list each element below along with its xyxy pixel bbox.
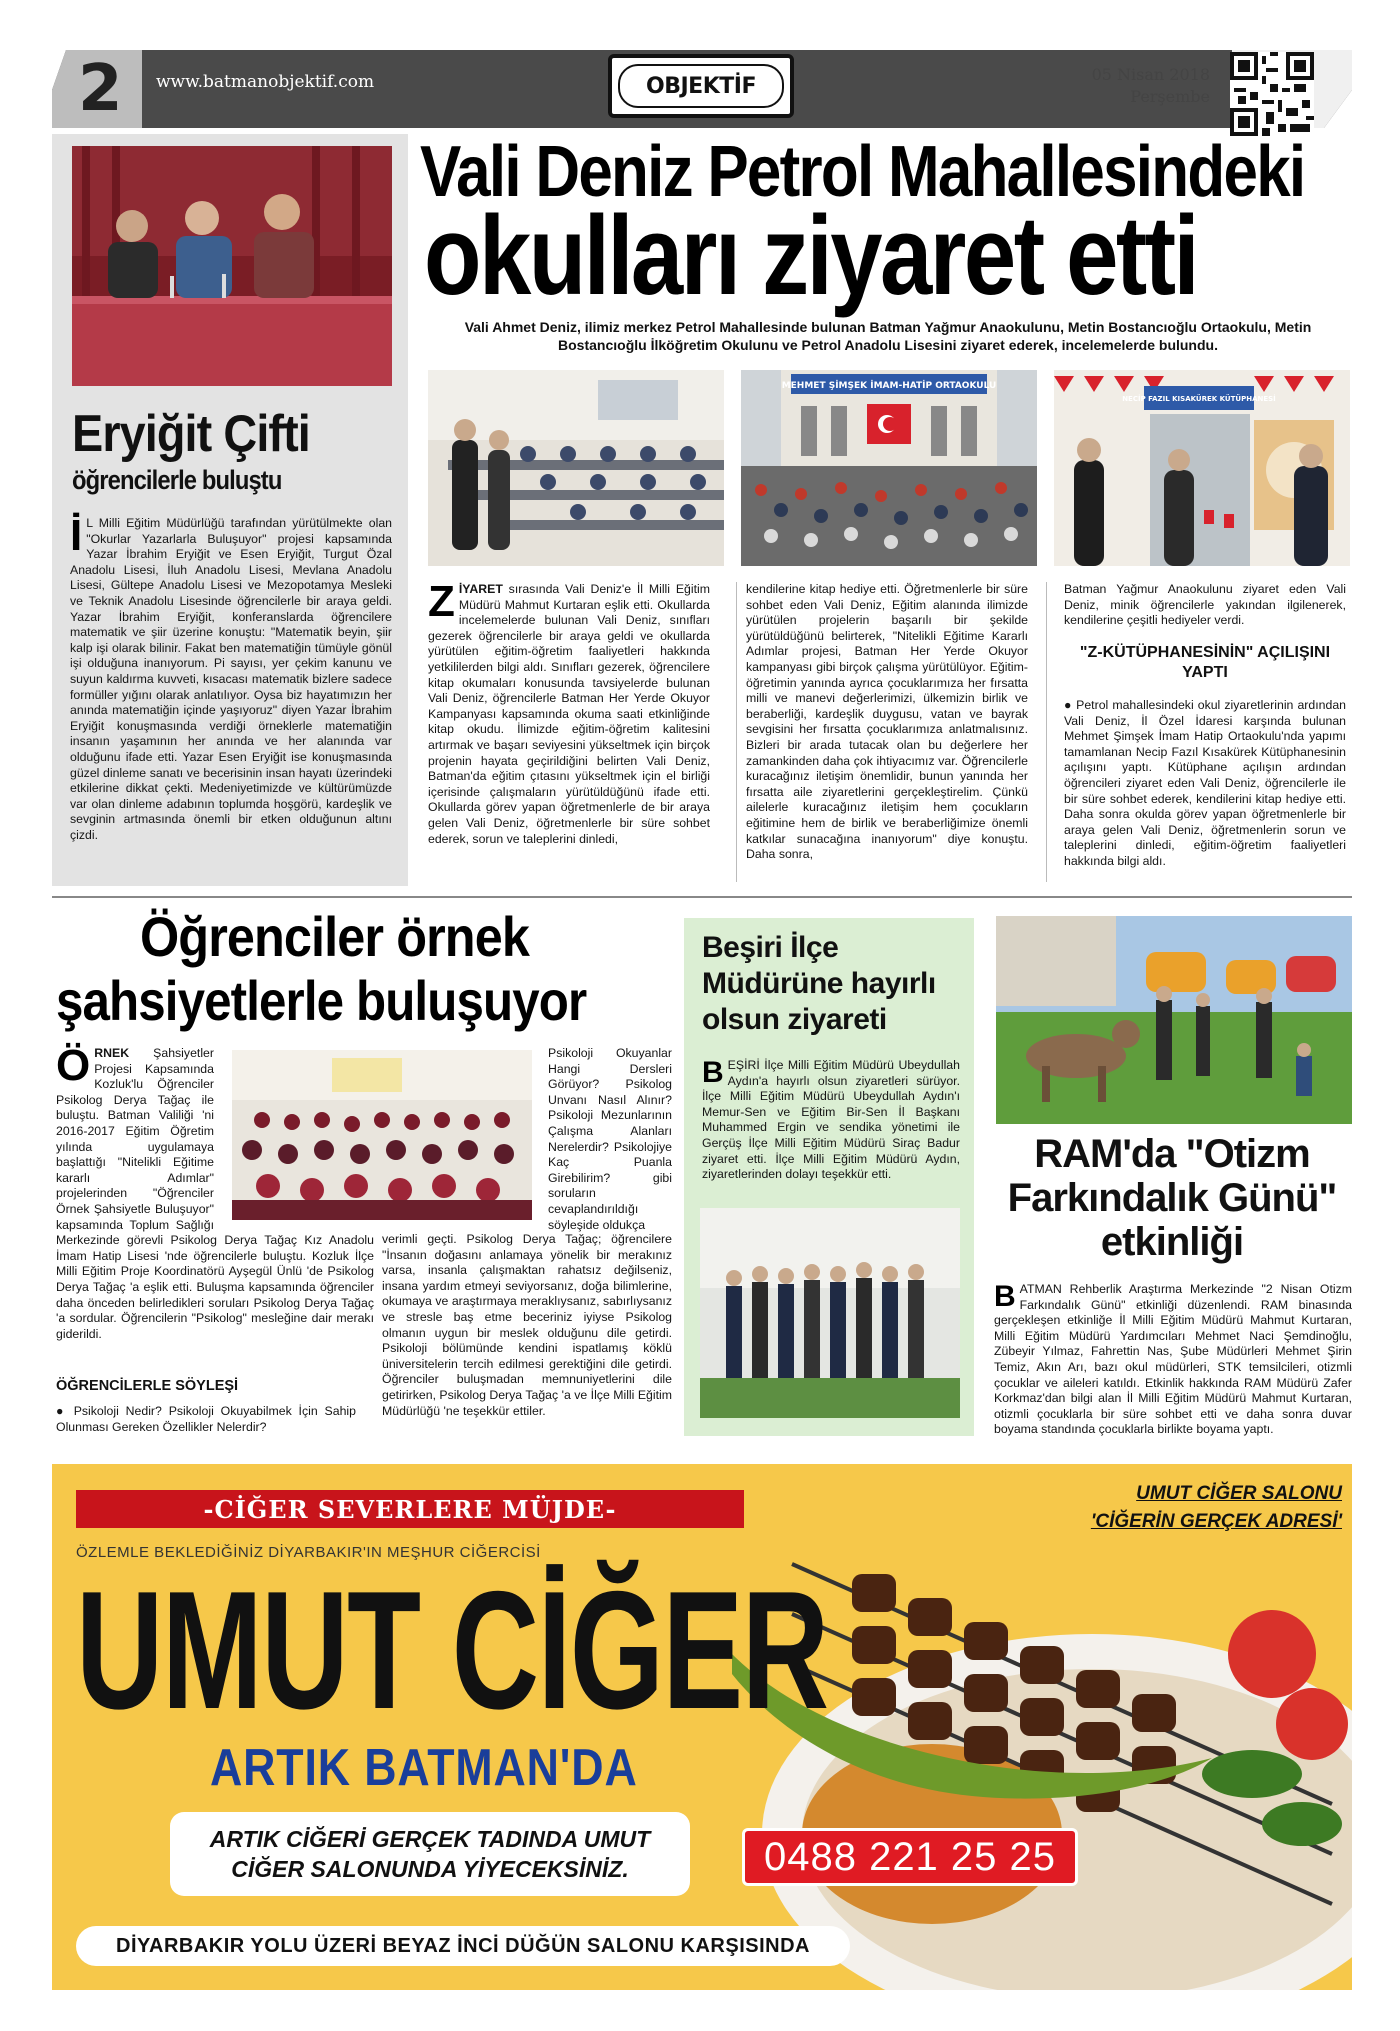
besiri-title-line2: Müdürüne hayırlı: [702, 967, 936, 1000]
section-divider: [52, 896, 1352, 898]
ornek-article-right: Psikoloji Okuyanlar Hangi Dersleri Görüyor? Psikolog Unvanı Nasıl Alınır? Psikoloji Mezunlarının Çalışma Alanları Nerelerdir? Psikolojiye Kaç Puanla Girebilirim? gibi soruların cevaplandırıldığı söyleşide oldukça: [548, 1046, 672, 1232]
besiri-text: EŞİRİ İlçe Milli Eğitim Müdürü Ubeydullah Aydın'a hayırlı olsun ziyaretleri sürüyor. İlçe Milli Eğitim Müdürü Ubeydullah Aydın'ı Memur-Sen ve Eğitim Bir-Sen İl Başkanı Muhammed Ergin ve sendika yönetimi ile Gerçüş İlçe Milli Eğitim Müdürü Siraç Badur ziyaret etti. İlçe Milli Eğitim Müdürü Aydın, ziyaretlerinden dolayı teşekkür etti.: [702, 1058, 960, 1182]
logo-text: OBJEKTİF: [646, 73, 756, 99]
dropcap: B: [994, 1280, 1016, 1313]
ad-address: DİYARBAKIR YOLU ÜZERİ BEYAZ İNCİ DÜĞÜN SALONU KARŞISINDA: [76, 1926, 850, 1966]
lead-word: İYARET: [458, 582, 503, 596]
main-headline-line1: Vali Deniz Petrol Mahallesindeki: [420, 132, 1305, 212]
newspaper-logo: [608, 54, 794, 118]
weekday-text: Perşembe: [1130, 87, 1210, 106]
main-article-column-3: Batman Yağmur Anaokulunu ziyaret eden Vali Deniz, minik öğrencilerle yakından ilgilenerek, kendilerine çeşitli hediyeler verdi.: [1064, 582, 1346, 628]
left-article-body: [70, 511, 392, 843]
ornek-subhead: ÖĞRENCİLERLE SÖYLEŞİ: [56, 1378, 239, 1394]
school-ceremony-photo: [741, 370, 1037, 566]
column-divider: [1046, 582, 1047, 882]
besiri-title-line1: Beşiri İlçe: [702, 931, 839, 964]
ornek-headline-line2: şahsiyetlerle buluşuyor: [56, 969, 587, 1032]
ram-title-line2: Farkındalık Günü": [1007, 1176, 1337, 1220]
ram-title: [992, 1132, 1352, 1264]
page-number: 2: [78, 52, 123, 126]
qr-code-icon[interactable]: [1230, 52, 1314, 136]
ram-text: ATMAN Rehberlik Araştırma Merkezinde "2 Nisan Otizm Farkındalık Günü" etkinliği düzenlendi. RAM binasında gerçekleşen etkinliğe İl Milli Eğitim Müdürü Mahmut Kurtaran, Milli Eğitim Müdürü Yardımcıları Mehmet Naci Şemdinoğlu, Zübeyir Yılmaz, Fahrettin Nas, Şube Müdürleri Mehmet Şirin Temiz, Akın Arı, bazı okul müdürleri, STK temsilcileri, otizmli çocuklar ve aileleri katıldı. Etkinlik hakkında RAM Müdürü Zafer Korkmaz'dan bilgi alan İl Milli Eğitim Müdürü Mahmut Kurtaran, otizmli çocuklarla bir süre sohbet etti ve daha sonra duvar boyama standında çocuklarla birlikte boyama yaptı.: [994, 1282, 1352, 1437]
besiri-title-line3: olsun ziyareti: [702, 1003, 887, 1036]
date-text: 05 Nisan 2018: [1091, 65, 1210, 84]
main-article-column-1: [428, 577, 710, 847]
besiri-body: [702, 1058, 960, 1183]
ornek-left-text: Şahsiyetler Projesi Kapsamında Kozluk'lu Öğrenciler Psikolog Derya Tağaç ile buluştu. Batman Valiliği 'ni 2016-2017 Eğitim Öğretim yılında uygulamaya başlattığı "Nitelikli Eğitime kararlı Adımlar" projelerinden "Öğrenciler Örnek Şahsiyetle Buluşuyor" kapsamında Toplum Sağlığı Merkezinde görevli Psikolog Derya Tağaç Kız Anadolu İmam Hatip Lisesi 'nde öğrencilerle buluştu. Kozluk İlçe Milli Eğitim Proje Koordinatörü Ayşegül Ünlü 'de Psikolog Derya Tağaç 'a eşlik etti. Buluşma kapsamında öğrenciler daha önceden belirledikleri soruları Psikolog Derya Tağaç 'a sordular. Öğrencilerin "Psikolog" mesleğine dair merakı giderildi.: [56, 1046, 374, 1341]
ornek-headline-line1: Öğrenciler örnek: [140, 905, 529, 968]
group-visit-photo: [700, 1208, 960, 1418]
school-sign: MEHMET ŞİMŞEK İMAM-HATİP ORTAOKULU: [781, 381, 997, 391]
site-url[interactable]: www.batmanobjektif.com: [156, 72, 375, 92]
library-sign: NECİP FAZIL KISAKÜREK KÜTÜPHANESİ: [1122, 395, 1276, 403]
ad-tag-line1: UMUT CİĞER SALONU: [1136, 1483, 1342, 1504]
left-article-title: Eryiğit Çifti: [72, 405, 310, 463]
besiri-title: [702, 930, 936, 1038]
ornek-article-left: [56, 1041, 374, 1342]
main-lead: Vali Ahmet Deniz, ilimiz merkez Petrol Mahallesinde bulunan Batman Yağmur Anaokulunu, Metin Bostancıoğlu Ortaokulu, Metin Bostancıoğlu İlköğretim Okulunu ve Petrol Anadolu Lisesini ziyaret ederek, incelemelerde bulundu.: [464, 319, 1312, 353]
dropcap: Z: [428, 577, 455, 626]
autism-day-photo: [996, 916, 1352, 1124]
ornek-article-middle: verimli geçti. Psikolog Derya Tağaç; öğrencilere "İnsanın doğasını anlamaya yönelik bir merakınız varsa, insanla çalışmaktan rahatsız değilseniz, insana yardım etmeyi seviyorsanız, doğa bilimlerine, okumaya ve araştırmaya meraklıysanız, sabırlıysanız ve stresle baş etme beceriniz iyiyse Psikolog olmanın uygun bir meslek olduğunu dile getirdi. Psikoloji bölümünde kendini ispatlamış köklü üniversitelerin tercih edilmesi gerektiğini dile getirdi. Öğrenciler buluşmadan memnuniyetlerini dile getirirken, Psikolog Derya Tağaç 'a ve İlçe Milli Eğitim Müdürlüğü 'ne teşekkür ettiler.: [382, 1232, 672, 1418]
ad-phone-number[interactable]: 0488 221 25 25: [742, 1828, 1078, 1886]
ram-title-line1: RAM'da "Otizm: [1034, 1132, 1310, 1176]
ad-brand-name: UMUT CİĞER: [76, 1556, 828, 1744]
issue-date: [1060, 64, 1210, 108]
dropcap: Ö: [56, 1041, 91, 1090]
ad-banner: [76, 1490, 744, 1528]
ad-slogan-line1: ARTIK CİĞERİ GERÇEK TADINDA UMUT: [209, 1826, 651, 1852]
ad-tag-line2: 'CİĞERİN GERÇEK ADRESİ': [1090, 1511, 1342, 1532]
ad-city: ARTIK BATMAN'DA: [210, 1739, 638, 1797]
library-opening-photo: [1054, 370, 1350, 566]
ad-slogan-line2: CİĞER SALONUNDA YİYECEKSİNİZ.: [231, 1856, 629, 1882]
ad-slogan: [170, 1812, 690, 1896]
ad-corner-tag: [1066, 1480, 1342, 1536]
main-article-column-2: kendilerine kitap hediye etti. Öğretmenlerle bir süre sohbet eden Vali Deniz, Eğitim alanında ilimizde yürütülen projelerin başarılı bir şekilde yürütüldüğünü belirterek, "Nitelikli Eğitime Kararlı Adımlar projesi, Batman Her Yerde Okuyor kampanyası gibi birçok çalışma yürütülüyor. Eğitim-öğretimin yanında ayrıca çocuklarımıza her fırsatta milli ve manevi değerlerimizi, ülkemizin birlik ve beraberliği, kardeşlik duygusu, vatan ve bayrak sevgisini her fırsatta çocuklarımıza anlatmalısınız. Bizleri bir arada tutacak olan bu değerlere her zamankinden daha çok ihtiyacımız var. Öğrencilerle kuracağınız iletişim önemlidir, bunun yanında her fırsatta aile ziyaretlerini gerçekleştirelim. Çünkü ailelerle kuracağınız iletişim hem çocukların eğitimine hem de birlik ve beraberliğimize önemli katkılar sunacağına inanıyorum" diye konuştu. Daha sonra,: [746, 582, 1028, 862]
ram-title-line3: etkinliği: [1100, 1220, 1244, 1264]
ad-banner-text: -CİĞER SEVERLERE MÜJDE-: [203, 1494, 617, 1524]
ram-body: [994, 1282, 1352, 1438]
lead-word: RNEK: [94, 1046, 130, 1060]
left-article-subtitle: öğrencilerle buluştu: [72, 465, 282, 495]
column-1-text: sırasında Vali Deniz'e İl Milli Eğitim Müdürü Mahmut Kurtaran eşlik etti. Okullarda incelemelerde bulunan Vali Deniz, sınıfları gezerek öğrencilerle bir araya geldi ve okullarda yürütülen eğitim-öğretim faaliyetleri hakkında yetkililerden bilgi aldı. Sınıfları gezerek, öğrencilere kitap okumaları konusunda tavsiyelerde bulunan Vali Deniz, öğrencilerle Batman Her Yerde Okuyor Kampanyası kapsamında okuma saati etkinliğinde kitap okudu. İlimizde eğitim-öğretim kalitesini artırmak ve başarı seviyesini yükseltmek için birçok projenin hayata geçirildiğini belirten Vali Deniz, Batman'da eğitim çıtasını yükseltmek için el birliği içerisinde çalışmaların yürütüldüğünü ifade etti. Okullarda görev yapan öğretmenlerle de bir araya gelen Vali Deniz, öğretmenlerle bir süre sohbet ederek, sorun ve taleplerini dinledi,: [428, 582, 710, 846]
dropcap: B: [702, 1056, 724, 1089]
dropcap: İ: [70, 511, 83, 560]
left-article-text: L Milli Eğitim Müdürlüğü tarafından yürütülmekte olan "Okurlar Yazarlarla Buluşuyor" projesi kapsamında Yazar İbrahim Eryiğit ve Esen Eryiğit, Turgut Özal Anadolu Lisesi, İluh Anadolu Lisesi, Mevlana Anadolu Lisesi, Gültepe Anadolu Lisesi ve Mezopotamya Mesleki ve Teknik Anadolu Lisesinde öğrencilerle bir araya geldi. Yazar İbrahim Eryiğit, konferanslarda öğrencilere matematik ve şiir üzerine konuştu: "Matematik beyin, şiir kalp işi olarak bilinir. Fakat ben matematiğin tümüyle gönül işi olduğuna inanıyorum. Pi sayısı, yer çekim kanunu ve suyun kaldırma kuvveti, kısacası matematik bizlere sadece formüller yığını olarak anlatılıyor. Oysa biz hayatımızın her anında matematiğin içinde yaşıyoruz" diyen Yazar İbrahim Eryiğit konuşmasında verdiği örneklerle matematiğin insanın yaşamının her anında ve her alanında var olduğunu ifade etti. Yazar Esen Eryiğit ise konuşmasında güzel dinleme sanatı ve becerisinin insan hayatı üzerindeki etkilerine dikkat çekti. Medeniyetimizde ve kültürümüzde var olan dinleme adabının toplumda hoşgörü, kardeşlik ve sevginin artmasında önemli bir etken olduğunun altını çizdi.: [70, 516, 392, 842]
photo-float-spacer: [214, 1046, 374, 1224]
ornek-questions: ● Psikoloji Nedir? Psikoloji Okuyabilmek İçin Sahip Olunması Gereken Özellikler Nelerdir?: [56, 1404, 356, 1434]
main-article-column-3b: ● Petrol mahallesindeki okul ziyaretlerinin ardından Vali Deniz, İl Özel İdaresi karşında bulunan Mehmet Şimşek İmam Hatip Ortaokulu'nda yapımı tamamlanan Necip Fazıl Kısakürek Kütüphanesinin açılışını yaptı. Kütüphane açılışın ardından öğrencileri ziyaret eden Vali Deniz, öğrencilerle ile bir süre sohbet ederek, kendilerini kitap hediye etti. Daha sonra okulda görev yapan öğretmenlerle bir araya gelen Vali Deniz, öğretmenlerin sorun ve taleplerini dinledi, eğitim-öğretim faaliyetleri hakkında bilgi aldı.: [1064, 698, 1346, 868]
column-divider: [736, 582, 737, 882]
ad-tagline: ÖZLEMLE BEKLEDİĞİNİZ DİYARBAKIR'IN MEŞHUR CİĞERCİSİ: [76, 1544, 541, 1561]
main-headline-line2: okulları ziyaret etti: [424, 193, 1198, 318]
classroom-photo: [428, 370, 724, 566]
conference-photo: [72, 146, 392, 386]
library-subhead: "Z-KÜTÜPHANESİNİN" AÇILIŞINI YAPTI: [1079, 644, 1331, 681]
